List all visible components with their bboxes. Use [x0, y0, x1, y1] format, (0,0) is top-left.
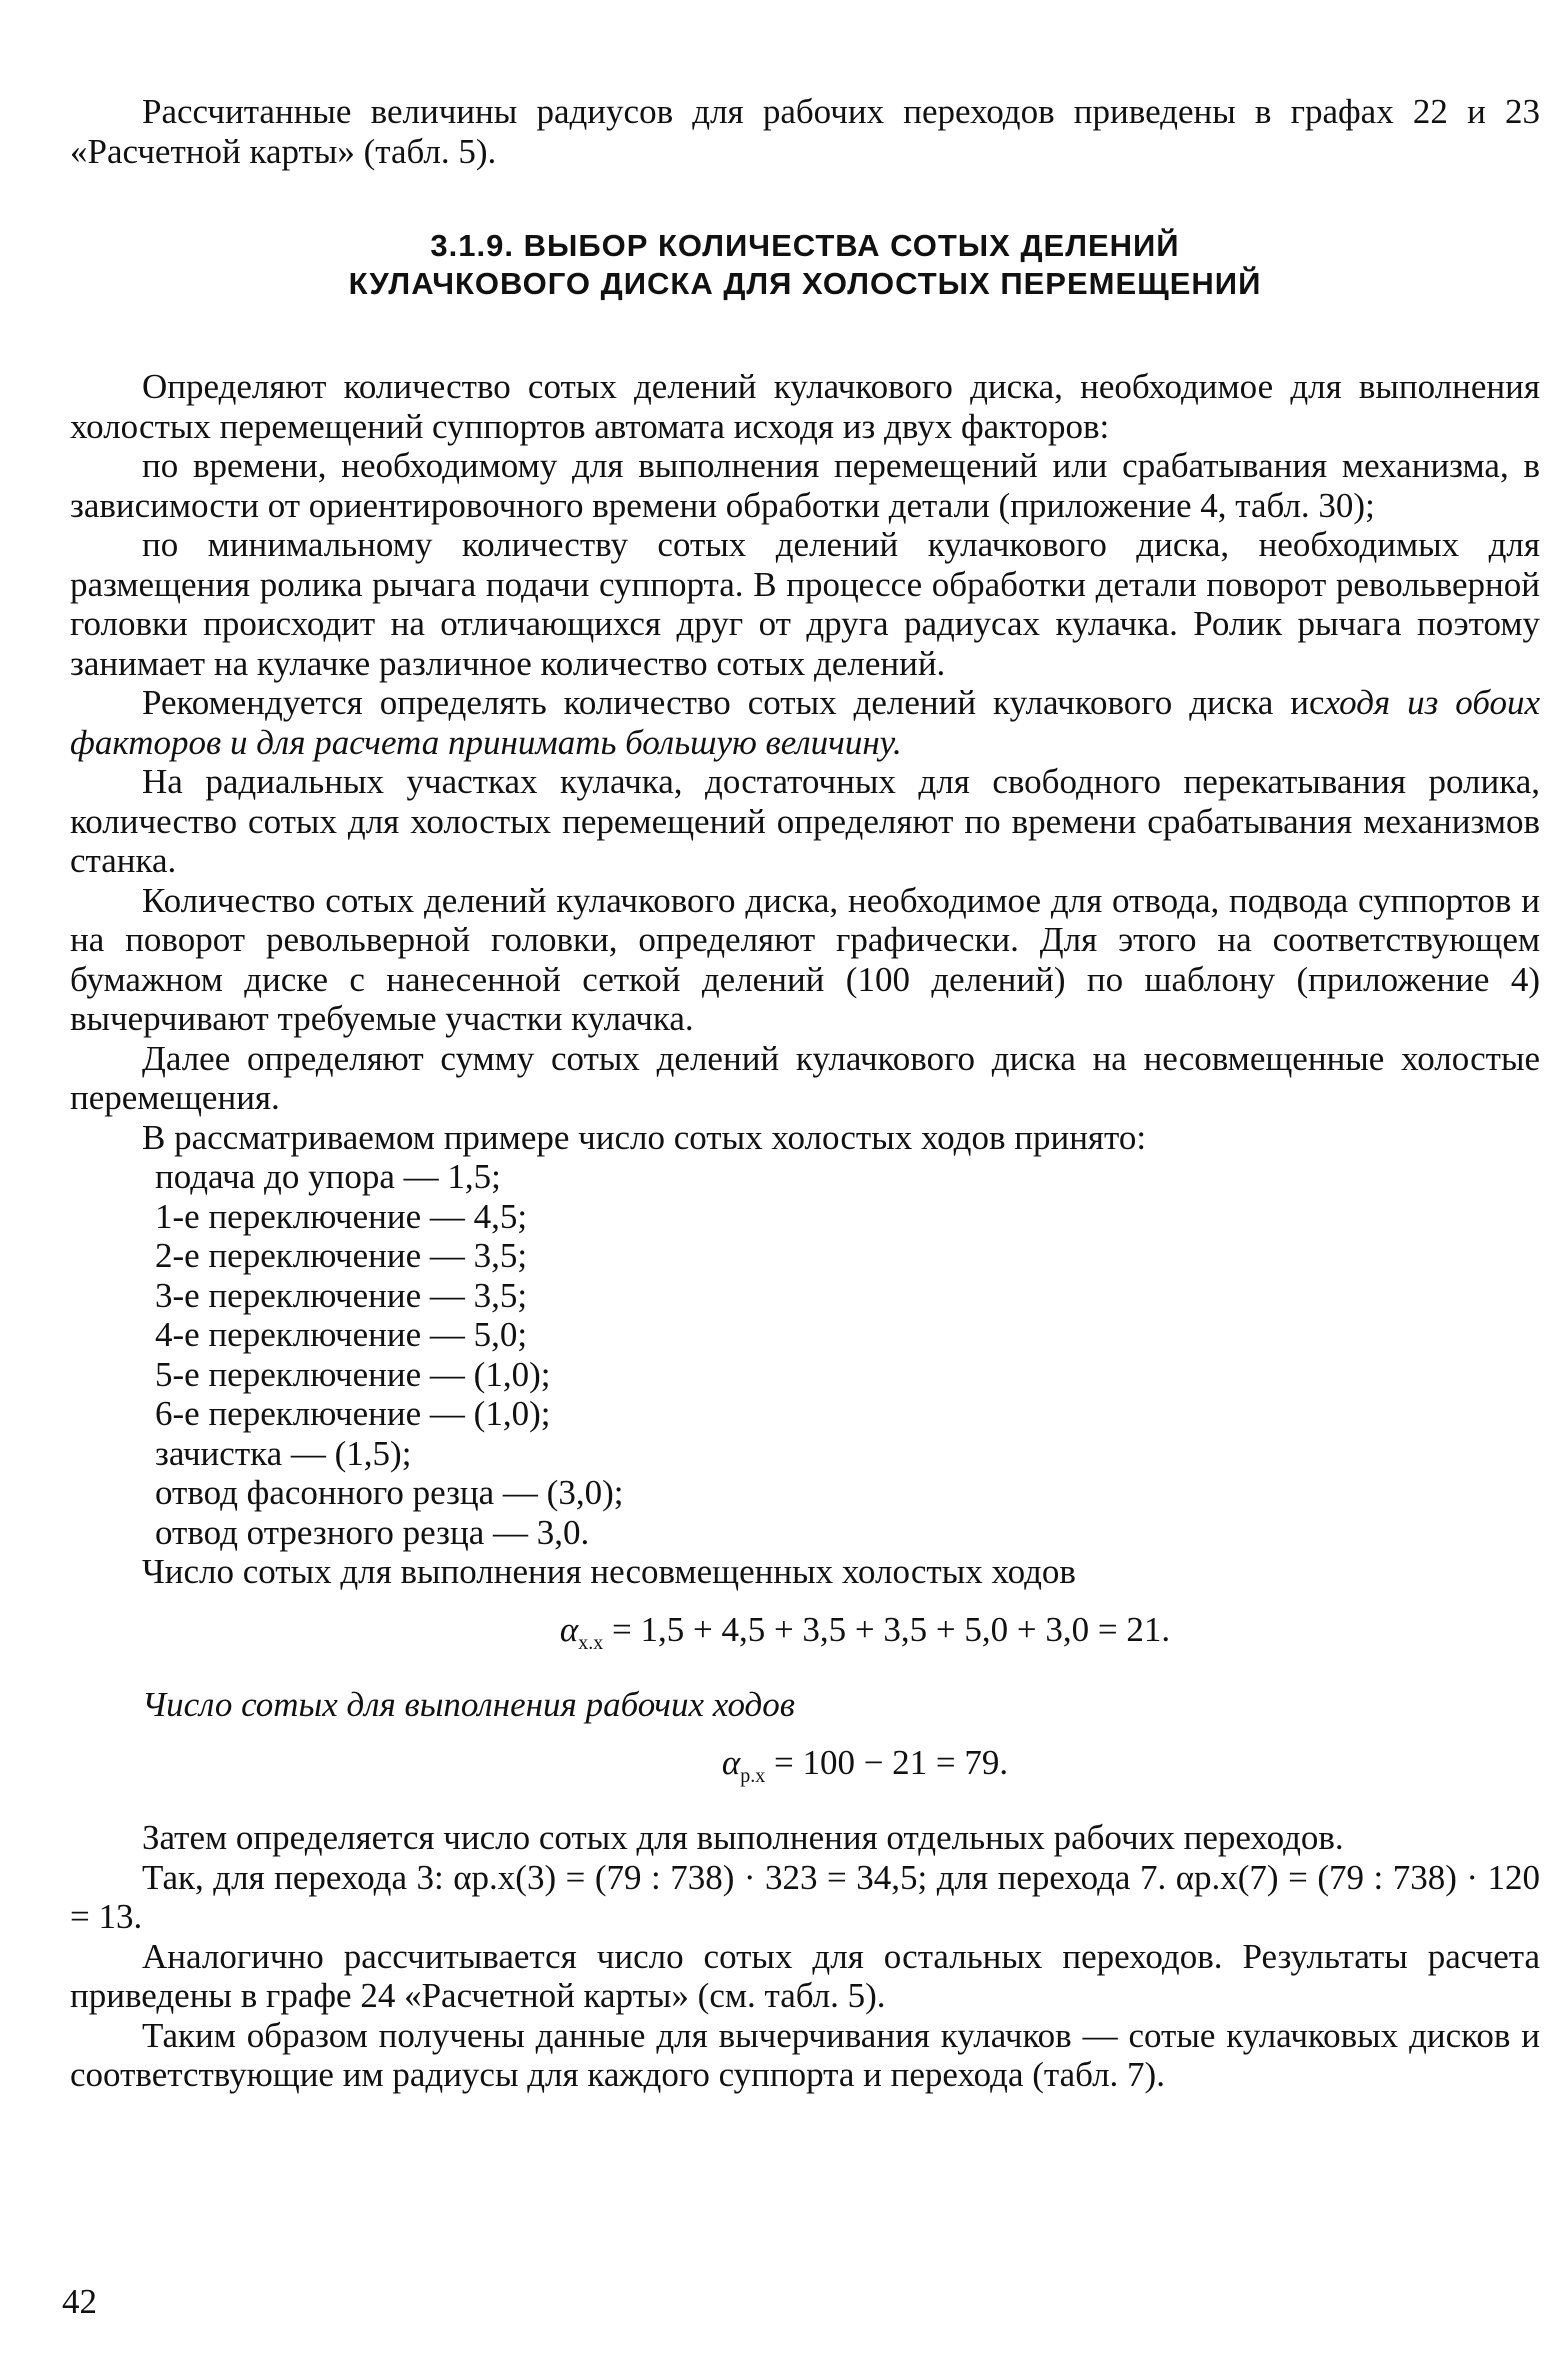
list-item: 4-е переключение — 5,0; [155, 1315, 528, 1354]
paragraph-6: Количество сотых делений кулачкового диска, необходимое для отвода, подвода суппортов и на поворот револьверной головки, определяют графически. Для этого на соответствующем бумажном диске с нанесенной сеткой делений (100 делений) по шаблону (приложение 4) вычерчивают требуемые участки кулачка. [70, 880, 1540, 1038]
list-item: 1-е переключение — 4,5; [155, 1196, 528, 1236]
idle-moves-list [70, 1157, 1540, 1552]
list-item: подача до упора — 1,5; [155, 1157, 501, 1196]
paragraph-5: На радиальных участках кулачка, достаточных для свободного перекатывания ролика, количество сотых для холостых перемещений определяют по времени срабатывания механизмов станка. [70, 762, 1540, 880]
section-heading-line-2: КУЛАЧКОВОГО ДИСКА ДЛЯ ХОЛОСТЫХ ПЕРЕМЕЩЕНИЙ [348, 266, 1262, 301]
list-item: 5-е переключение — (1,0); [155, 1354, 551, 1394]
page-body [70, 92, 1540, 2095]
formula-2-expression: = 100 − 21 = 79. [765, 1742, 1009, 1782]
page-number: 42 [62, 2282, 97, 2321]
paragraph-13: Аналогично рассчитывается число сотых для остальных переходов. Результаты расчета приведены в графе 24 «Расчетной карты» (см. табл. 5). [70, 1936, 1540, 2015]
paragraph-1: Определяют количество сотых делений кулачкового диска, необходимое для выполнения холостых перемещений суппортов автомата исходя из двух факторов: [70, 367, 1540, 446]
paragraph-8: В рассматриваемом примере число сотых холостых ходов принято: [142, 1117, 1147, 1157]
paragraph-2: по времени, необходимому для выполнения перемещений или срабатывания механизма, в зависимости от ориентировочного времени обработки детали (приложение 4, табл. 30); [70, 446, 1540, 525]
paragraph-4 [70, 683, 1540, 762]
paragraph-14: Таким образом получены данные для вычерчивания кулачков — сотые кулачковых дисков и соответствующие им радиусы для каждого суппорта и перехода (табл. 7). [70, 2015, 1540, 2094]
formula-2-symbol: α [721, 1742, 741, 1782]
section-heading [70, 227, 1540, 303]
formula-1-subscript: х.х [578, 1631, 604, 1654]
formula-1-symbol: α [559, 1609, 579, 1649]
formula-1-expression: = 1,5 + 4,5 + 3,5 + 3,5 + 5,0 + 3,0 = 21. [603, 1609, 1171, 1649]
formula-idle-moves [70, 1610, 1540, 1664]
paragraph-7: Далее определяют сумму сотых делений кулачкового диска на несовмещенные холостые перемещения. [70, 1038, 1540, 1117]
list-item: 2-е переключение — 3,5; [155, 1236, 528, 1275]
list-item: зачистка — (1,5); [155, 1433, 412, 1473]
paragraph-10: Число сотых для выполнения рабочих ходов [142, 1685, 795, 1724]
paragraph-4-italic: ходя из обоих факторов и для расчета принимать большую величину. [70, 683, 1540, 762]
list-item: отвод фасонного резца — (3,0); [155, 1473, 624, 1512]
list-item: 3-е переключение — 3,5; [155, 1275, 528, 1315]
formula-2-subscript: р.х [740, 1764, 766, 1787]
list-item: отвод отрезного резца — 3,0. [155, 1512, 590, 1552]
paragraph-9: Число сотых для выполнения несовмещенных холостых ходов [142, 1552, 1076, 1591]
section-heading-line-1: 3.1.9. ВЫБОР КОЛИЧЕСТВА СОТЫХ ДЕЛЕНИЙ [430, 228, 1180, 263]
paragraph-12: Так, для перехода 3: αр.х(3) = (79 : 738) · 323 = 34,5; для перехода 7. αр.х(7) = (79 : 738) · 120 = 13. [70, 1857, 1540, 1936]
paragraph-4-normal: Рекомендуется определять количество сотых делений кулачкового диска ис [142, 683, 1325, 722]
formula-working-moves [70, 1743, 1540, 1797]
list-item: 6-е переключение — (1,0); [155, 1394, 551, 1433]
paragraph-3: по минимальному количеству сотых делений кулачкового диска, необходимых для размещения ролика рычага подачи суппорта. В процессе обработки детали поворот револьверной головки происходит на отличающихся друг от друга радиусах кулачка. Ролик рычага поэтому занимает на кулачке различное количество сотых делений. [70, 525, 1540, 683]
intro-paragraph: Рассчитанные величины радиусов для рабочих переходов приведены в графах 22 и 23 «Расчетной карты» (табл. 5). [70, 92, 1540, 171]
paragraph-11: Затем определяется число сотых для выполнения отдельных рабочих переходов. [142, 1818, 1344, 1857]
